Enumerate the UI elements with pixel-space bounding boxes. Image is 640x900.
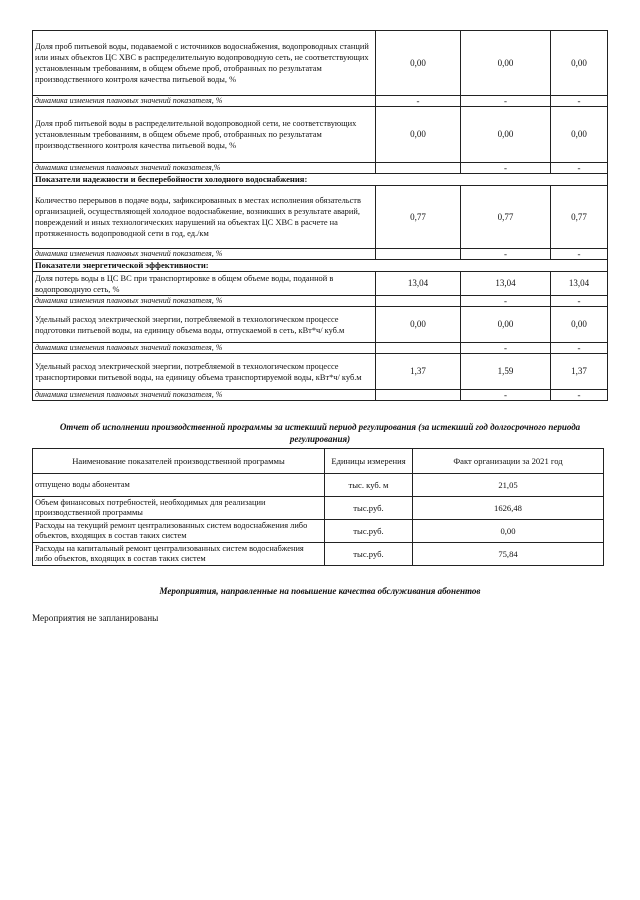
table-row xyxy=(33,497,604,520)
indicator-label: Доля проб питьевой воды в распределительной водопроводной сети, не соответствующих установленным требованиям, в общем объеме проб, отобранных по результатам производственного контроля качества питьевой воды, % xyxy=(33,107,376,163)
indicator-label: Доля проб питьевой воды, подаваемой с источников водоснабжения, водопроводных станций или иных объектов ЦС ХВС в распределительную водопроводную сеть, не соответствующих установленным требованиям, в общем объеме проб, отобранных по результатам производственного контроля качества питьевой воды, % xyxy=(33,31,376,96)
dynamics-label: динамика изменения плановых значений показателя, % xyxy=(33,390,376,401)
indicator-value: 1,37 xyxy=(551,354,608,390)
table-header-row xyxy=(33,449,604,474)
dynamics-row xyxy=(33,296,608,307)
indicator-unit: тыс.руб. xyxy=(325,497,413,520)
dynamics-value: - xyxy=(461,249,551,260)
dynamics-value: - xyxy=(461,390,551,401)
indicator-row xyxy=(33,354,608,390)
indicator-name: Расходы на текущий ремонт централизованных систем водоснабжения либо объектов, входящих в состав таких систем xyxy=(33,520,325,543)
production-program-table xyxy=(32,448,604,566)
section-header: Показатели энергетической эффективности: xyxy=(33,260,608,272)
indicator-value: 13,04 xyxy=(461,272,551,296)
indicator-label: Удельный расход электрической энергии, потребляемой в технологическом процессе подготовки питьевой воды, на единицу объема воды, отпускаемой в сеть, кВт*ч/ куб.м xyxy=(33,307,376,343)
dynamics-value: - xyxy=(551,390,608,401)
table-row xyxy=(33,543,604,566)
indicator-value: 0,00 xyxy=(376,31,461,96)
indicator-value: 0,00 xyxy=(551,107,608,163)
indicators-table xyxy=(32,30,608,401)
dynamics-label: динамика изменения плановых значений показателя, % xyxy=(33,96,376,107)
indicator-name: Расходы на капитальный ремонт централизованных систем водоснабжения либо объектов, входящих в состав таких систем xyxy=(33,543,325,566)
dynamics-value xyxy=(376,296,461,307)
indicator-value: 0,77 xyxy=(376,186,461,249)
dynamics-value: - xyxy=(551,249,608,260)
dynamics-value: - xyxy=(461,296,551,307)
measures-text: Мероприятия не запланированы xyxy=(32,613,159,623)
indicator-value: 0,00 xyxy=(551,31,608,96)
dynamics-value: - xyxy=(461,163,551,174)
dynamics-label: динамика изменения плановых значений показателя,% xyxy=(33,163,376,174)
dynamics-value: - xyxy=(551,296,608,307)
dynamics-value xyxy=(376,249,461,260)
column-header-unit: Единицы измерения xyxy=(325,449,413,474)
indicator-value: 0,77 xyxy=(461,186,551,249)
dynamics-row xyxy=(33,390,608,401)
dynamics-value: - xyxy=(551,343,608,354)
section-header-row xyxy=(33,260,608,272)
indicator-value: 0,00 xyxy=(461,31,551,96)
indicator-value: 0,77 xyxy=(551,186,608,249)
dynamics-row xyxy=(33,343,608,354)
indicator-label: Доля потерь воды в ЦС ВС при транспортировке в общем объеме воды, поданной в водопроводную сеть, % xyxy=(33,272,376,296)
indicator-value: 0,00 xyxy=(551,307,608,343)
indicator-value: 13,04 xyxy=(551,272,608,296)
indicator-label: Количество перерывов в подаче воды, зафиксированных в местах исполнения обязательств организацией, осуществляющей холодное водоснабжение, возникших в результате аварий, повреждений и иных технологических нарушений на объектах ЦС ХВС в расчете на протяженность водопроводной сети в год, ед./км xyxy=(33,186,376,249)
dynamics-value xyxy=(376,343,461,354)
dynamics-row xyxy=(33,249,608,260)
dynamics-value: - xyxy=(376,96,461,107)
column-header-name: Наименование показателей производственной программы xyxy=(33,449,325,474)
indicator-unit: тыс.руб. xyxy=(325,543,413,566)
dynamics-row xyxy=(33,163,608,174)
indicator-fact: 75,84 xyxy=(413,543,604,566)
measures-title: Мероприятия, направленные на повышение качества обслуживания абонентов xyxy=(159,586,481,596)
table-row xyxy=(33,520,604,543)
indicator-row xyxy=(33,186,608,249)
indicator-unit: тыс. куб. м xyxy=(325,474,413,497)
report-title: Отчет об исполнении производственной программы за истекший период регулирования (за истекший год долгосрочного периода регулирования) xyxy=(59,422,581,444)
column-header-fact: Факт организации за 2021 год xyxy=(413,449,604,474)
dynamics-row xyxy=(33,96,608,107)
indicator-row xyxy=(33,307,608,343)
indicator-row xyxy=(33,31,608,96)
indicator-fact: 21,05 xyxy=(413,474,604,497)
indicator-value: 1,59 xyxy=(461,354,551,390)
indicator-value: 13,04 xyxy=(376,272,461,296)
dynamics-value xyxy=(376,390,461,401)
dynamics-value: - xyxy=(551,163,608,174)
indicator-label: Удельный расход электрической энергии, потребляемой в технологическом процессе транспортировки питьевой воды, на единицу объема транспортируемой воды, кВт*ч/ куб.м xyxy=(33,354,376,390)
dynamics-value xyxy=(376,163,461,174)
table-row xyxy=(33,474,604,497)
dynamics-label: динамика изменения плановых значений показателя, % xyxy=(33,296,376,307)
dynamics-label: динамика изменения плановых значений показателя, % xyxy=(33,249,376,260)
indicator-value: 0,00 xyxy=(376,107,461,163)
dynamics-value: - xyxy=(551,96,608,107)
indicator-fact: 1626,48 xyxy=(413,497,604,520)
dynamics-value: - xyxy=(461,343,551,354)
indicator-row xyxy=(33,272,608,296)
indicator-fact: 0,00 xyxy=(413,520,604,543)
indicator-unit: тыс.руб. xyxy=(325,520,413,543)
section-header: Показатели надежности и бесперебойности холодного водоснабжения: xyxy=(33,174,608,186)
section-header-row xyxy=(33,174,608,186)
dynamics-label: динамика изменения плановых значений показателя, % xyxy=(33,343,376,354)
indicator-name: отпущено воды абонентам xyxy=(33,474,325,497)
indicator-value: 1,37 xyxy=(376,354,461,390)
dynamics-value: - xyxy=(461,96,551,107)
indicator-value: 0,00 xyxy=(376,307,461,343)
indicator-value: 0,00 xyxy=(461,107,551,163)
indicator-name: Объем финансовых потребностей, необходимых для реализации производственной программы xyxy=(33,497,325,520)
indicator-row xyxy=(33,107,608,163)
indicator-value: 0,00 xyxy=(461,307,551,343)
